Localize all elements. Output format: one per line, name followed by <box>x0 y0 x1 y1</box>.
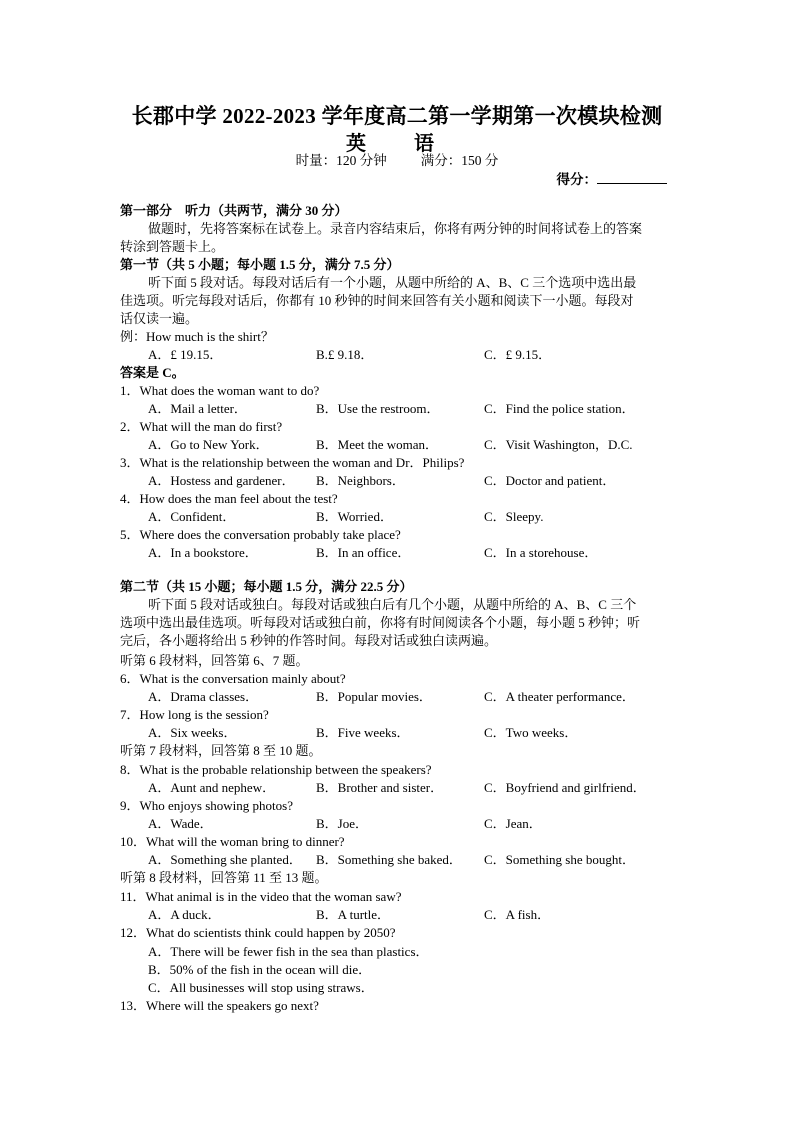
example-option-c: C．£ 9.15． <box>484 347 552 362</box>
section1-heading: 第一节（共 5 小题；每小题 1.5 分，满分 7.5 分） <box>120 257 400 272</box>
material-instruction: 听第 8 段材料，回答第 11 至 13 题。 <box>120 870 328 885</box>
material-instruction: 听第 7 段材料，回答第 8 至 10 题。 <box>120 743 322 758</box>
option-a: A．Aunt and nephew． <box>148 780 276 795</box>
option-c: C．All businesses will stop using straws． <box>148 980 374 995</box>
exam-title: 长郡中学 2022-2023 学年度高二第一学期第一次模块检测 <box>131 104 663 128</box>
question: 9．Who enjoys showing photos? <box>120 798 293 813</box>
option-b: B．In an office． <box>316 545 411 560</box>
option-b: B．Something she baked． <box>316 852 462 867</box>
option-b: B．Worried． <box>316 509 393 524</box>
option-a: A．Drama classes． <box>148 689 259 704</box>
option-a: A．A duck． <box>148 907 221 922</box>
example-option-b: B.£ 9.18． <box>316 347 374 362</box>
question: 12．What do scientists think could happen by 2050? <box>120 925 396 940</box>
question: 7．How long is the session? <box>120 707 269 722</box>
option-b: B．Popular movies． <box>316 689 432 704</box>
subject-title: 英 语 <box>346 133 448 155</box>
option-c: C．Something she bought． <box>484 852 635 867</box>
exam-meta <box>0 149 794 169</box>
section1-intro-line: 话仅读一遍。 <box>120 311 199 326</box>
option-a: A．In a bookstore． <box>148 545 258 560</box>
option-a: A．Confident． <box>148 509 236 524</box>
option-a: A．Wade． <box>148 816 213 831</box>
option-c: C．A fish． <box>484 907 551 922</box>
option-c: C．Two weeks． <box>484 725 578 740</box>
option-c: C．Find the police station． <box>484 401 635 416</box>
option-c: C．In a storehouse． <box>484 545 598 560</box>
part1-intro-line: 做题时，先将答案标在试卷上。录音内容结束后，你将有两分钟的时间将试卷上的答案 <box>148 221 643 236</box>
full-score: 满分：150 分 <box>420 153 499 168</box>
section2-intro-line: 完后，各小题将给出 5 秒钟的作答时间。每段对话或独白读两遍。 <box>120 633 498 648</box>
option-a: A．There will be fewer fish in the sea than plastics． <box>148 944 429 959</box>
question: 2．What will the man do first? <box>120 419 283 434</box>
option-a: A．Something she planted． <box>148 852 302 867</box>
material-instruction: 听第 6 段材料，回答第 6、7 题。 <box>120 653 309 668</box>
option-c: C．Boyfriend and girlfriend． <box>484 780 646 795</box>
question: 6．What is the conversation mainly about? <box>120 671 346 686</box>
section1-intro-line: 听下面 5 段对话。每段对话后有一个小题，从题中所给的 A、B、C 三个选项中选出最 <box>148 275 637 290</box>
option-a: A．Hostess and gardener． <box>148 473 295 488</box>
question: 3．What is the relationship between the woman and Dr．Philips? <box>120 455 465 470</box>
score-blank[interactable] <box>597 171 667 184</box>
option-b: B．Five weeks． <box>316 725 410 740</box>
question: 1．What does the woman want to do? <box>120 383 320 398</box>
score-field <box>557 168 668 188</box>
option-b: B．A turtle． <box>316 907 391 922</box>
option-b: B．Brother and sister． <box>316 780 444 795</box>
part1-intro-line: 转涂到答题卡上。 <box>120 239 225 254</box>
question: 11．What animal is in the video that the woman saw? <box>120 889 402 904</box>
option-c: C．Sleepy. <box>484 509 544 524</box>
option-b: B．Meet the woman． <box>316 437 439 452</box>
example-question: 例：How much is the shirt？ <box>120 329 274 344</box>
question: 13．Where will the speakers go next? <box>120 998 319 1013</box>
example-answer: 答案是 C。 <box>120 365 185 380</box>
section2-intro-line: 选项中选出最佳选项。听每段对话或独白前，你将有时间阅读各个小题，每小题 5 秒钟；听 <box>120 615 641 630</box>
time-limit: 时量：120 分钟 <box>295 153 387 168</box>
example-option-a: A．£ 19.15． <box>148 347 223 362</box>
option-b: B．Neighbors． <box>316 473 405 488</box>
question: 5．Where does the conversation probably take place? <box>120 527 401 542</box>
question: 4．How does the man feel about the test? <box>120 491 338 506</box>
option-a: A．Go to New York． <box>148 437 269 452</box>
section1-intro-line: 佳选项。听完每段对话后，你都有 10 秒钟的时间来回答有关小题和阅读下一小题。每段对 <box>120 293 634 308</box>
section2-intro-line: 听下面 5 段对话或独白。每段对话或独白后有几个小题，从题中所给的 A、B、C 三个 <box>148 597 637 612</box>
option-a: A．Six weeks． <box>148 725 237 740</box>
score-label: 得分： <box>556 172 597 187</box>
question: 8．What is the probable relationship between the speakers? <box>120 762 432 777</box>
option-b: B．Joe． <box>316 816 369 831</box>
option-b: B．50% of the fish in the ocean will die． <box>148 962 372 977</box>
option-c: C．A theater performance． <box>484 689 635 704</box>
part1-heading: 第一部分 听力（共两节，满分 30 分） <box>120 203 348 218</box>
option-c: C．Doctor and patient． <box>484 473 616 488</box>
option-c: C．Visit Washington，D.C. <box>484 437 633 452</box>
option-b: B．Use the restroom． <box>316 401 440 416</box>
option-c: C．Jean． <box>484 816 542 831</box>
option-a: A．Mail a letter． <box>148 401 247 416</box>
question: 10．What will the woman bring to dinner? <box>120 834 345 849</box>
section2-heading: 第二节（共 15 小题；每小题 1.5 分，满分 22.5 分） <box>120 579 413 594</box>
